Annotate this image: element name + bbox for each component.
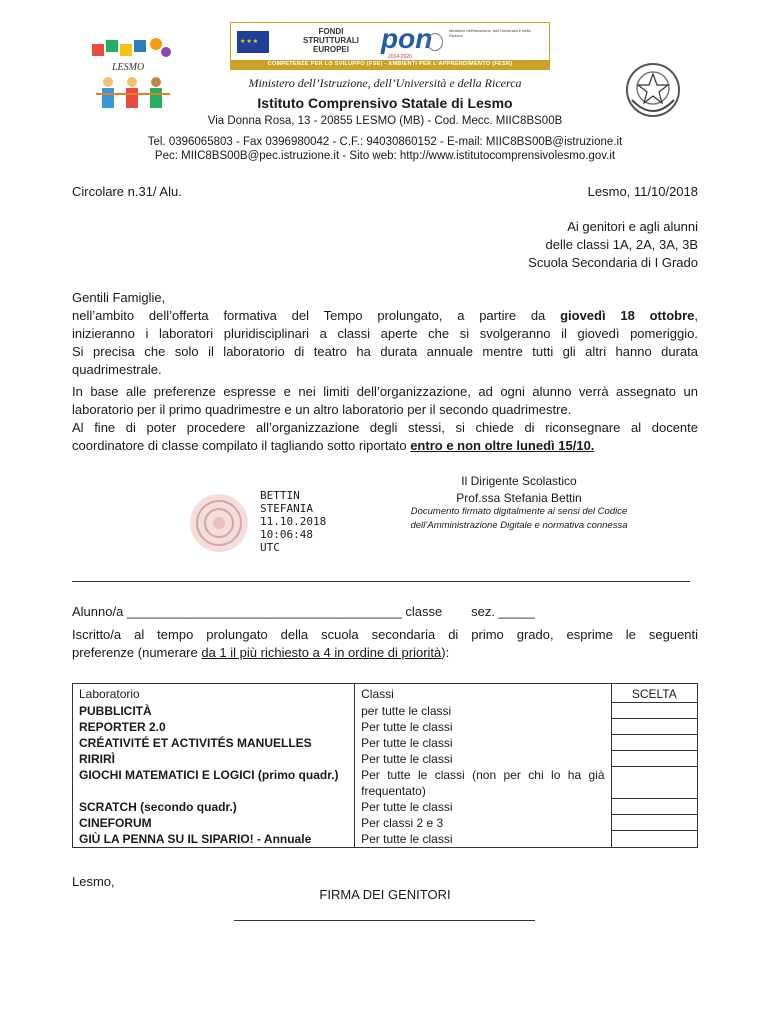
circular-number: Circolare n.31/ Alu. xyxy=(72,184,182,199)
lab-classes: Per tutte le classi (non per chi lo ha già frequentato) xyxy=(355,767,611,799)
signatory-name: Prof.ssa Stefania Bettin xyxy=(456,491,582,505)
recipient-line: Scuola Secondaria di I Grado xyxy=(528,255,698,270)
lab-name: GIÙ LA PENNA SU IL SIPARIO! - Annuale xyxy=(73,831,355,848)
table-row xyxy=(73,751,698,767)
header-scelta: SCELTA xyxy=(611,684,697,703)
salutation: Gentili Famiglie, xyxy=(72,290,166,305)
text-run: ): xyxy=(441,645,450,660)
lab-classes: Per tutte le classi xyxy=(355,799,611,815)
pon-years: 2014-2020 xyxy=(388,54,412,60)
choice-cell[interactable] xyxy=(611,815,697,831)
cut-line xyxy=(72,581,690,582)
class-label: classe xyxy=(405,604,443,619)
paragraph-line: inizieranno i laboratori pluridisciplinari a classi aperte che si svolgeranno il giovedì pomeriggio. xyxy=(72,326,698,341)
recipient-line: delle classi 1A, 2A, 3A, 3B xyxy=(545,237,698,252)
choice-cell[interactable] xyxy=(611,767,697,799)
school-name: Istituto Comprensivo Statale di Lesmo xyxy=(257,95,513,111)
choice-cell[interactable] xyxy=(611,831,697,848)
lab-name: CRÉATIVITÉ ET ACTIVITÉS MANUELLES xyxy=(73,735,355,751)
student-label: Alunno/a xyxy=(72,604,124,619)
pon-funding-banner xyxy=(230,22,550,70)
table-row xyxy=(73,799,698,815)
text-run: nell’ambito dell’offerta formativa del Tempo prolungato, a partire da xyxy=(72,308,546,323)
digital-seal-icon xyxy=(188,492,250,554)
parents-signature-label: FIRMA DEI GENITORI xyxy=(319,887,451,902)
lab-name: REPORTER 2.0 xyxy=(73,719,355,735)
fondi-strutturali-text: FONDI STRUTTURALI EUROPEI xyxy=(303,27,359,54)
parents-signature-line[interactable] xyxy=(234,920,535,921)
stamp-line: 11.10.2018 xyxy=(260,515,327,528)
table-header-row xyxy=(73,684,698,703)
choice-cell[interactable] xyxy=(611,719,697,735)
table-row xyxy=(73,831,698,848)
lab-name: PUBBLICITÀ xyxy=(73,703,355,719)
lab-name: SCRATCH (secondo quadr.) xyxy=(73,799,355,815)
header-laboratorio: Laboratorio xyxy=(73,684,355,703)
lab-name: CINEFORUM xyxy=(73,815,355,831)
form-instruction-line xyxy=(72,644,449,662)
lab-classes: Per tutte le classi xyxy=(355,735,611,751)
choice-cell[interactable] xyxy=(611,735,697,751)
laboratory-preference-table xyxy=(72,683,698,848)
paragraph-line: Al fine di poter procedere all’organizzazione degli stessi, si chiede di riconsegnare al docente xyxy=(72,420,698,435)
lab-classes: Per tutte le classi xyxy=(355,831,611,848)
choice-cell[interactable] xyxy=(611,703,697,719)
signature-place: Lesmo, xyxy=(72,874,115,889)
table-row xyxy=(73,735,698,751)
digital-signature-stamp xyxy=(260,489,326,554)
lab-name: RIRIRÌ xyxy=(73,751,355,767)
table-row xyxy=(73,767,698,799)
letter-body xyxy=(72,289,698,455)
digital-signature-note: dell’Amministrazione Digitale e normativa connessa xyxy=(410,520,628,531)
lab-classes: Per tutte le classi xyxy=(355,751,611,767)
paragraph-line xyxy=(72,437,698,455)
stamp-line: 10:06:48 xyxy=(260,528,313,541)
paragraph-line: Si precisa che solo il laboratorio di teatro ha durata annuale mentre tutti gli altri hanno durata xyxy=(72,344,698,359)
lab-classes: Per classi 2 e 3 xyxy=(355,815,611,831)
student-name-field[interactable]: ______________________________________ xyxy=(126,604,402,619)
table-row xyxy=(73,719,698,735)
text-run: , xyxy=(694,308,698,323)
header-classi: Classi xyxy=(355,684,611,703)
paragraph-line: In base alle preferenze espresse e nei limiti dell’organizzazione, ad ogni alunno verrà assegnato un xyxy=(72,384,698,399)
paragraph-line: quadrimestrale. xyxy=(72,362,162,377)
pon-logo: pon xyxy=(381,23,433,54)
paragraph-line: laboratorio per il primo quadrimestre e un altro laboratorio per il secondo quadrimestre. xyxy=(72,402,572,417)
eu-flag-icon xyxy=(237,31,269,53)
lab-classes: Per tutte le classi xyxy=(355,719,611,735)
stamp-line: STEFANIA xyxy=(260,502,313,515)
choice-cell[interactable] xyxy=(611,751,697,767)
deadline-highlight: entro e non oltre lunedì 15/10. xyxy=(410,438,595,453)
lab-classes: per tutte le classi xyxy=(355,703,611,719)
start-date-highlight: giovedì 18 ottobre xyxy=(560,308,695,323)
stamp-line: BETTIN xyxy=(260,489,300,502)
choice-cell[interactable] xyxy=(611,799,697,815)
stamp-line: UTC xyxy=(260,541,280,554)
section-field[interactable]: sez. _____ xyxy=(471,604,535,619)
recipient-line: Ai genitori e agli alunni xyxy=(567,219,698,234)
banner-bottom-strip: COMPETENZE PER LO SVILUPPO (FSE) - AMBIENTI PER L'APPRENDIMENTO (FESR) xyxy=(231,60,549,69)
table-row xyxy=(73,703,698,719)
contacts-line-1: Tel. 0396065803 - Fax 0396980042 - C.F.: 94030860152 - E-mail: MIIC8BS00B@istruzione.it xyxy=(147,136,623,148)
paragraph-line xyxy=(72,307,698,325)
digital-signature-note: Documento firmato digitalmente ai sensi del Codice xyxy=(410,506,628,517)
school-address: Via Donna Rosa, 13 - 20855 LESMO (MB) - Cod. Mecc. MIIC8BS00B xyxy=(207,115,563,127)
lab-name: GIOCHI MATEMATICI E LOGICI (primo quadr.) xyxy=(73,767,355,799)
banner-ministry-text: Ministero dell'Istruzione, dell'Università e della Ricerca xyxy=(449,28,531,38)
signatory-title: Il Dirigente Scolastico xyxy=(461,474,577,488)
eu-stars: ★★★ xyxy=(240,39,260,45)
priority-instruction: da 1 il più richiesto a 4 in ordine di priorità xyxy=(201,645,442,660)
school-logo-text: LESMO xyxy=(112,62,145,73)
student-name-line xyxy=(72,603,535,621)
text-run: preferenze (numerare xyxy=(72,645,198,660)
contacts-line-2: Pec: MIIC8BS00B@pec.istruzione.it - Sito web: http://www.istitutocomprensivolesmo.gov.it xyxy=(154,150,616,162)
ministry-heading: Ministero dell’Istruzione, dell’Università e della Ricerca xyxy=(248,76,522,90)
letter-date: Lesmo, 11/10/2018 xyxy=(587,184,698,199)
republic-emblem-small-icon xyxy=(427,33,443,51)
form-instruction-line: Iscritto/a al tempo prolungato della scuola secondaria di primo grado, esprime le seguenti xyxy=(72,627,698,642)
text-run: coordinatore di classe compilato il tagliando sotto riportato xyxy=(72,438,407,453)
table-row xyxy=(73,815,698,831)
